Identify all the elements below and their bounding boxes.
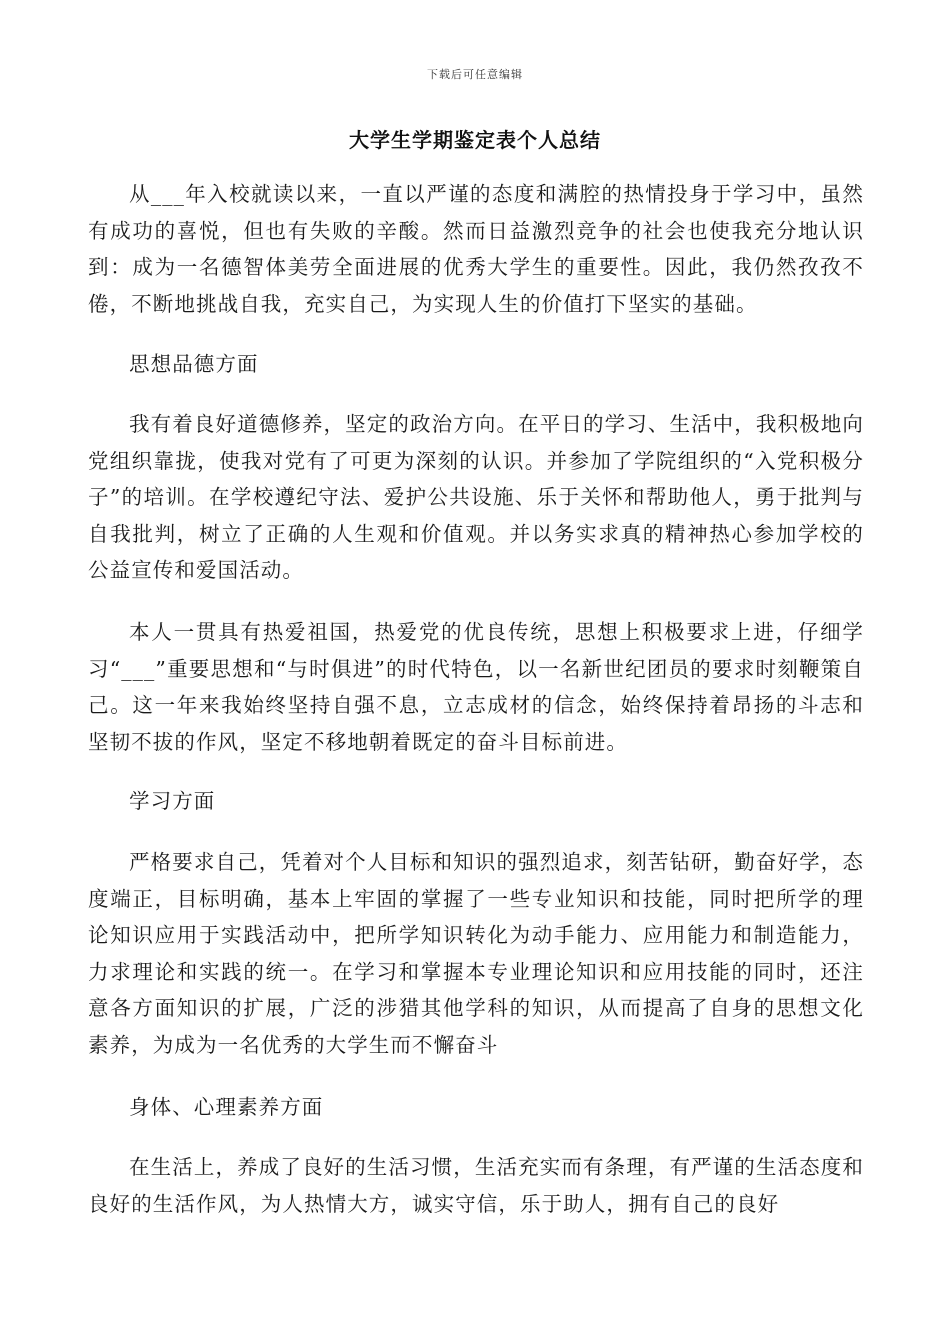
paragraph-ideology-2: 本人一贯具有热爱祖国，热爱党的优良传统，思想上积极要求上进，仔细学习“___”重要思想和“与时俱进”的时代特色，以一名新世纪团员的要求时刻鞭策自己。这一年来我始终坚持自强不息，立志成材的信念，始终保持着昂扬的斗志和坚韧不拔的作风，坚定不移地朝着既定的奋斗目标前进。 (88, 620, 864, 754)
paragraph-study-1: 严格要求自己，凭着对个人目标和知识的强烈追求，刻苦钻研，勤奋好学，态度端正，目标明确，基本上牢固的掌握了一些专业知识和技能，同时把所学的理论知识应用于实践活动中，把所学知识转化为动手能力、应用能力和制造能力，力求理论和实践的统一。在学习和掌握本专业理论知识和应用技能的同时，还注意各方面知识的扩展，广泛的涉猎其他学科的知识，从而提高了自身的思想文化素养，为成为一名优秀的大学生而不懈奋斗 (88, 850, 864, 1057)
header-note: 下载后可任意编辑 (427, 68, 523, 81)
section-heading-ideology: 思想品德方面 (129, 352, 259, 376)
paragraph-health-1: 在生活上，养成了良好的生活习惯，生活充实而有条理，有严谨的生活态度和良好的生活作风，为人热情大方，诚实守信，乐于助人，拥有自己的良好 (88, 1155, 864, 1216)
intro-paragraph: 从___年入校就读以来，一直以严谨的态度和满腔的热情投身于学习中，虽然有成功的喜悦，但也有失败的辛酸。然而日益激烈竞争的社会也使我充分地认识到：成为一名德智体美劳全面进展的优秀大学生的重要性。因此，我仍然孜孜不倦，不断地挑战自我，充实自己，为实现人生的价值打下坚实的基础。 (88, 182, 864, 316)
section-heading-study: 学习方面 (129, 789, 216, 813)
paragraph-ideology-1: 我有着良好道德修养，坚定的政治方向。在平日的学习、生活中，我积极地向党组织靠拢，使我对党有了可更为深刻的认识。并参加了学院组织的“入党积极分子”的培训。在学校遵纪守法、爱护公共设施、乐于关怀和帮助他人，勇于批判与自我批判，树立了正确的人生观和价值观。并以务实求真的精神热心参加学校的公益宣传和爱国活动。 (88, 412, 864, 582)
section-heading-health: 身体、心理素养方面 (129, 1095, 324, 1119)
page-title: 大学生学期鉴定表个人总结 (349, 128, 601, 152)
